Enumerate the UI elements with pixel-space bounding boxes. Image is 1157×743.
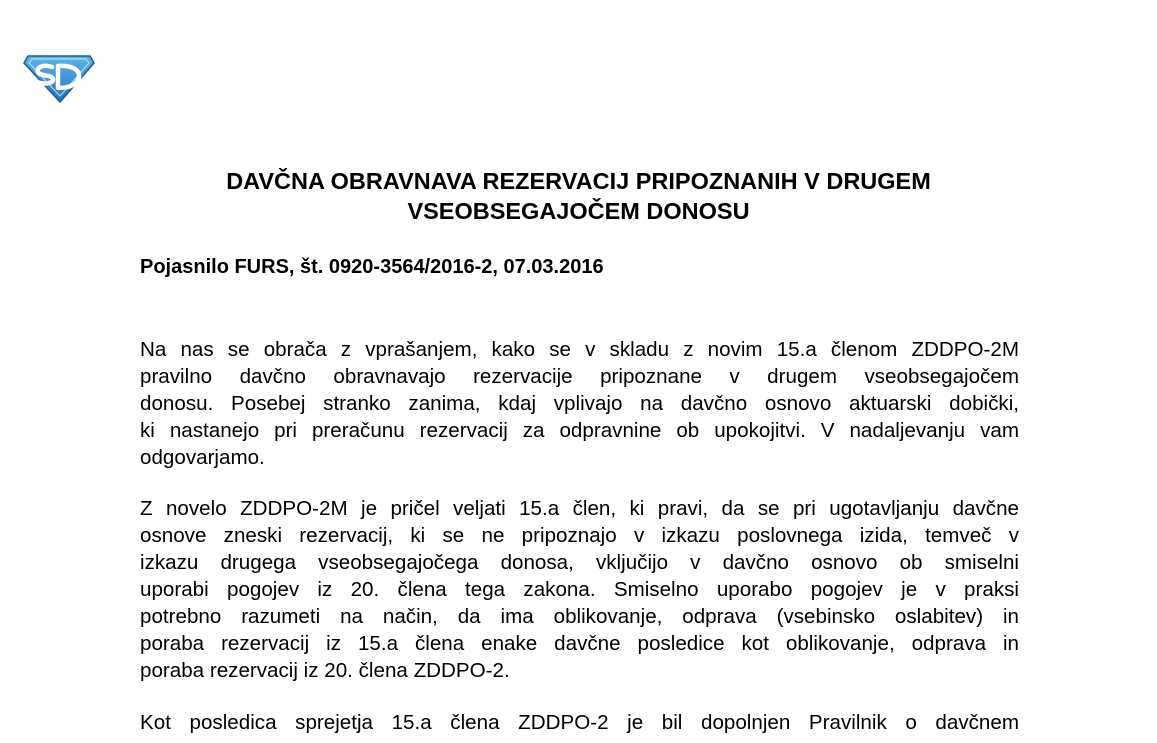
sd-shield-logo-icon bbox=[22, 50, 96, 104]
paragraph-line: uporabi pogojev iz 20. člena tega zakona. Smiselno uporabo pogojev je v praksi bbox=[140, 578, 1019, 601]
paragraph-line: donosu. Posebej stranko zanima, kdaj vplivajo na davčno osnovo aktuarski dobički, bbox=[140, 392, 1019, 415]
paragraph-line: osnove zneski rezervacij, ki se ne pripoznajo v izkazu poslovnega izida, temveč v bbox=[140, 524, 1019, 547]
paragraph-line: Z novelo ZDDPO-2M je pričel veljati 15.a člen, ki pravi, da se pri ugotavljanju davčne bbox=[140, 497, 1019, 520]
paragraph-line: izkazu drugega vseobsegajočega donosa, vključijo v davčno osnovo ob smiselni bbox=[140, 551, 1019, 574]
company-logo bbox=[22, 50, 96, 104]
paragraph-line: potrebno razumeti na način, da ima oblikovanje, odprava (vsebinsko oslabitev) in bbox=[140, 605, 1019, 628]
title-line-1: DAVČNA OBRAVNAVA REZERVACIJ PRIPOZNANIH V DRUGEM bbox=[226, 168, 931, 194]
document-subtitle: Pojasnilo FURS, št. 0920-3564/2016-2, 07.03.2016 bbox=[140, 256, 604, 278]
paragraph-line: Na nas se obrača z vprašanjem, kako se v skladu z novim 15.a členom ZDDPO-2M bbox=[140, 338, 1019, 361]
paragraph-line: odgovarjamo. bbox=[140, 446, 265, 469]
paragraph-line: Kot posledica sprejetja 15.a člena ZDDPO-2 je bil dopolnjen Pravilnik o davčnem bbox=[140, 711, 1019, 734]
paragraph-1 bbox=[140, 336, 1019, 471]
document-title bbox=[140, 166, 1017, 226]
paragraph-line: ki nastanejo pri preračunu rezervacij za odpravnine ob upokojitvi. V nadaljevanju vam bbox=[140, 419, 1019, 442]
paragraph-line: poraba rezervacij iz 20. člena ZDDPO-2. bbox=[140, 659, 510, 682]
paragraph-line: pravilno davčno obravnavajo rezervacije pripoznane v drugem vseobsegajočem bbox=[140, 365, 1019, 388]
paragraph-2 bbox=[140, 495, 1019, 684]
paragraph-3 bbox=[140, 709, 1019, 736]
paragraph-line: poraba rezervacij iz 15.a člena enake davčne posledice kot oblikovanje, odprava in bbox=[140, 632, 1019, 655]
title-line-2: VSEOBSEGAJOČEM DONOSU bbox=[407, 198, 750, 224]
